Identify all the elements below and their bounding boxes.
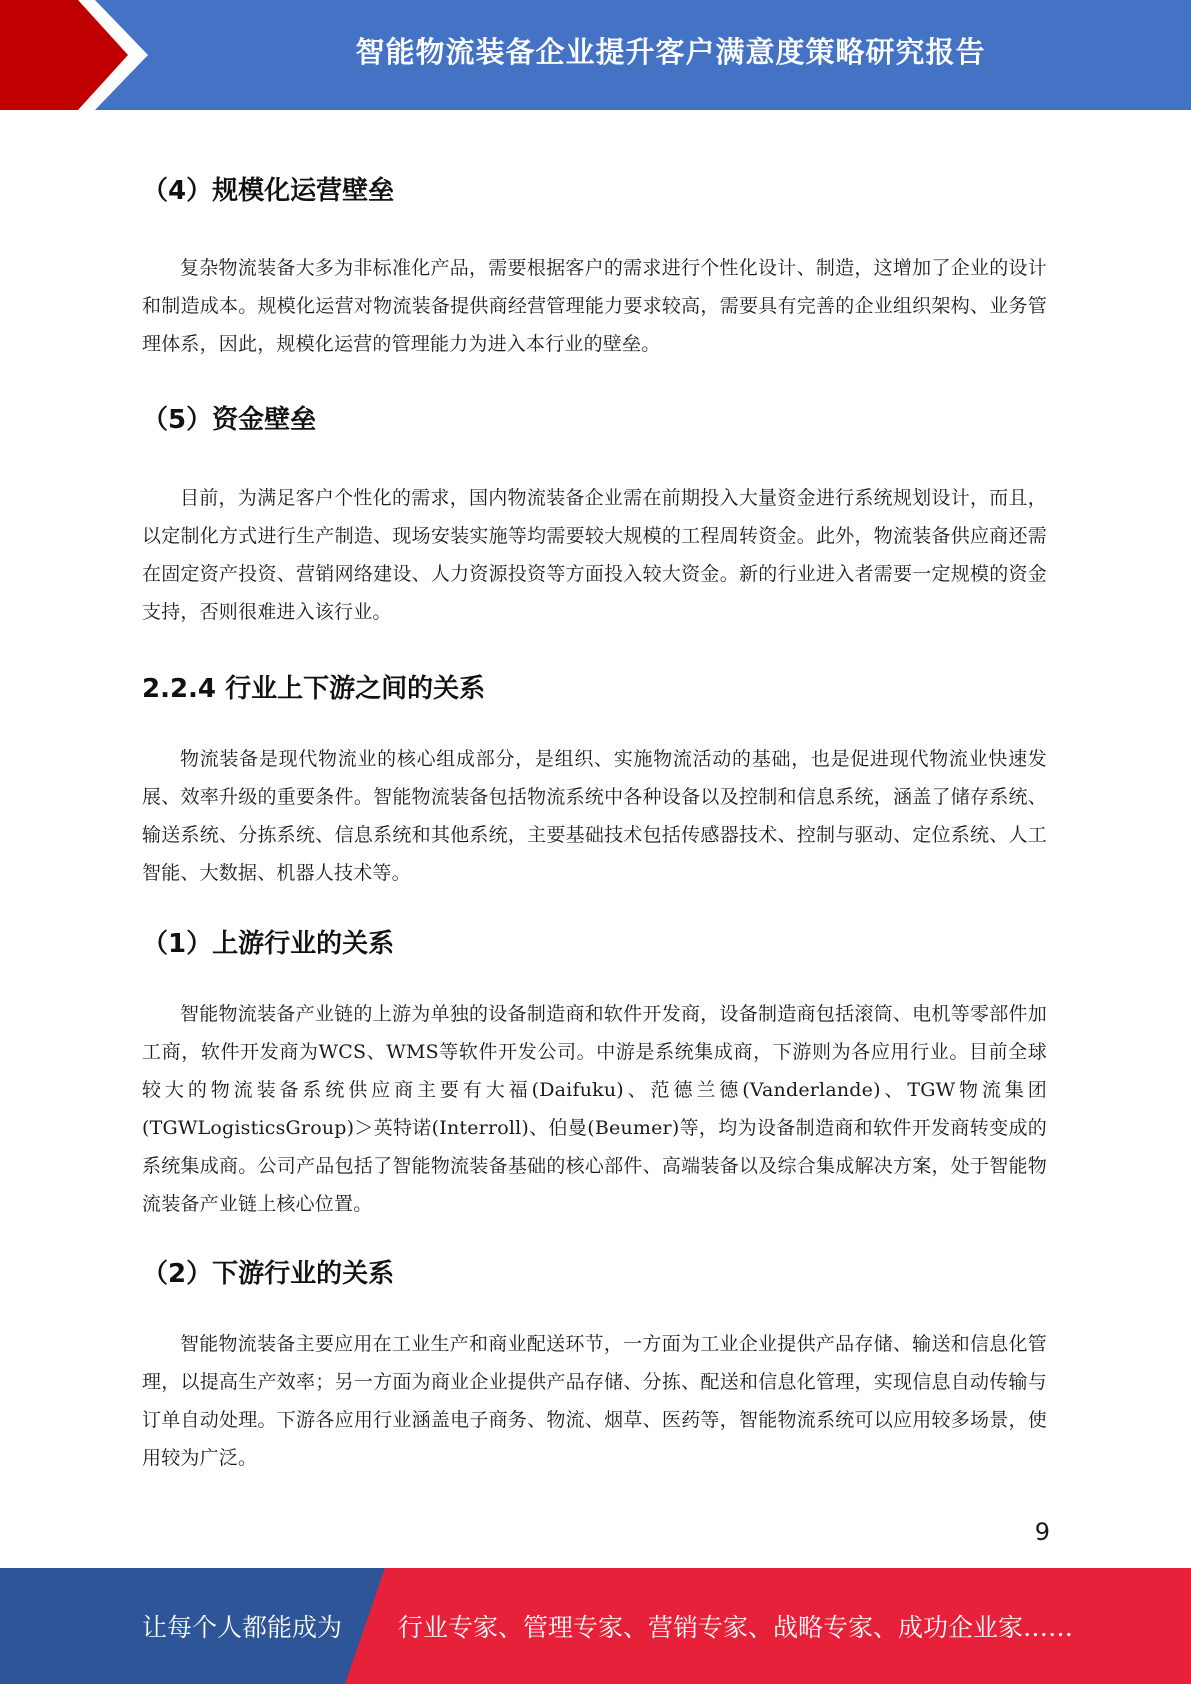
paragraph-scale-barrier: 复杂物流装备大多为非标准化产品，需要根据客户的需求进行个性化设计、制造，这增加了企业的设计和制造成本。规模化运营对物流装备提供商经营管理能力要求较高，需要具有完善的企业组织架构、业务管理体系，因此，规模化运营的管理能力为进入本行业的壁垒。 (142, 257, 1047, 355)
footer-slogan-left: 让每个人都能成为 (142, 1613, 343, 1642)
header-band (0, 0, 1191, 110)
paragraph-upstream: 智能物流装备产业链的上游为单独的设备制造商和软件开发商，设备制造商包括滚筒、电机等零部件加工商，软件开发商为WCS、WMS等软件开发公司。中游是系统集成商，下游则为各应用行业。目前全球较大的物流装备系统供应商主要有大福(Daifuku)、范德兰德(Vanderlande)、TGW物流集团(TGWLogisticsGroup)＞英特诺(Interroll)、伯曼(Beumer)等，均为设备制造商和软件开发商转变成的系统集成商。公司产品包括了智能物流装备基础的核心部件、高端装备以及综合集成解决方案，处于智能物流装备产业链上核心位置。 (142, 1003, 1047, 1215)
section-heading-scale-barrier: （4）规模化运营壁垒 (142, 176, 395, 206)
section-heading-industry-chain: 2.2.4 行业上下游之间的关系 (142, 674, 486, 704)
section-heading-downstream: （2）下游行业的关系 (142, 1259, 395, 1289)
page-number: 9 (1034, 1518, 1050, 1546)
paragraph-capital-barrier: 目前，为满足客户个性化的需求，国内物流装备企业需在前期投入大量资金进行系统规划设计，而且，以定制化方式进行生产制造、现场安装实施等均需要较大规模的工程周转资金。此外，物流装备供应商还需在固定资产投资、营销网络建设、人力资源投资等方面投入较大资金。新的行业进入者需要一定规模的资金支持，否则很难进入该行业。 (142, 487, 1047, 623)
paragraph-downstream: 智能物流装备主要应用在工业生产和商业配送环节，一方面为工业企业提供产品存储、输送和信息化管理，以提高生产效率；另一方面为商业企业提供产品存储、分拣、配送和信息化管理，实现信息自动传输与订单自动处理。下游各应用行业涵盖电子商务、物流、烟草、医药等，智能物流系统可以应用较多场景，使用较为广泛。 (142, 1333, 1047, 1469)
footer-slogan-right: 行业专家、管理专家、营销专家、战略专家、成功企业家…… (398, 1613, 1074, 1642)
header-chevron-decoration (0, 0, 160, 110)
document-title: 智能物流装备企业提升客户满意度策略研究报告 (355, 34, 986, 69)
paragraph-industry-chain: 物流装备是现代物流业的核心组成部分，是组织、实施物流活动的基础，也是促进现代物流业快速发展、效率升级的重要条件。智能物流装备包括物流系统中各种设备以及控制和信息系统，涵盖了储存系统、输送系统、分拣系统、信息系统和其他系统，主要基础技术包括传感器技术、控制与驱动、定位系统、人工智能、大数据、机器人技术等。 (142, 748, 1047, 884)
section-heading-upstream: （1）上游行业的关系 (142, 929, 395, 959)
footer-band (0, 1568, 1191, 1684)
section-heading-capital-barrier: （5）资金壁垒 (142, 405, 317, 435)
